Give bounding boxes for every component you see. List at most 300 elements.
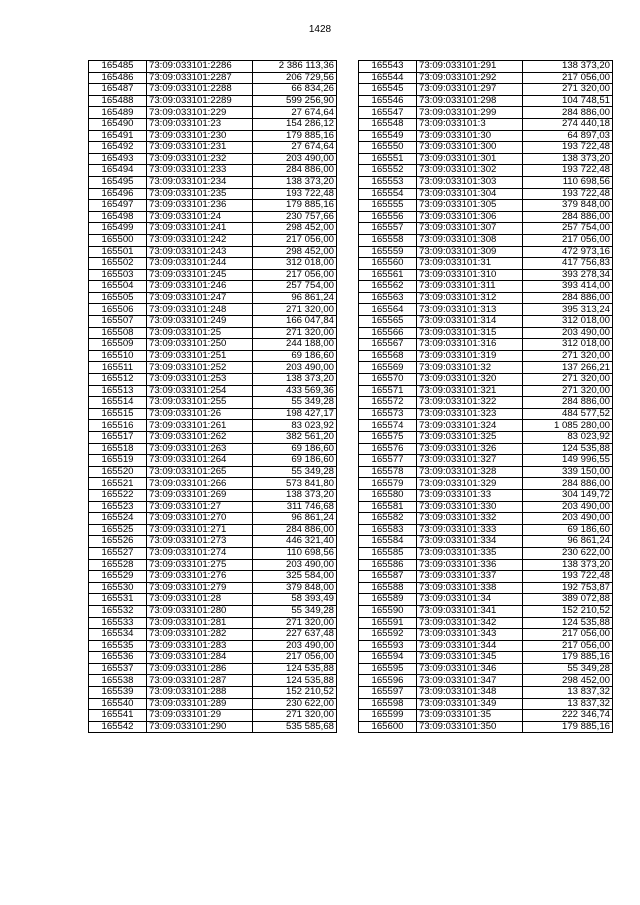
row-number-cell: 165500 xyxy=(89,234,147,246)
table-row xyxy=(359,61,613,73)
cadastral-number-cell: 73:09:033101:326 xyxy=(417,443,523,455)
cadastral-number-cell: 73:09:033101:26 xyxy=(147,408,253,420)
row-number-cell: 165599 xyxy=(359,710,417,722)
row-number-cell: 165537 xyxy=(89,663,147,675)
row-number-cell: 165503 xyxy=(89,269,147,281)
cadastral-number-cell: 73:09:033101:265 xyxy=(147,466,253,478)
row-number-cell: 165573 xyxy=(359,408,417,420)
table-row xyxy=(359,316,613,328)
row-number-cell: 165487 xyxy=(89,84,147,96)
value-cell: 152 210,52 xyxy=(253,687,337,699)
table-row xyxy=(359,524,613,536)
value-cell: 124 535,88 xyxy=(253,675,337,687)
value-cell: 230 622,00 xyxy=(523,547,613,559)
table-row xyxy=(359,281,613,293)
cadastral-number-cell: 73:09:033101:275 xyxy=(147,559,253,571)
value-cell: 69 186,60 xyxy=(253,350,337,362)
value-cell: 152 210,52 xyxy=(523,605,613,617)
cadastral-number-cell: 73:09:033101:333 xyxy=(417,524,523,536)
table-row xyxy=(89,292,337,304)
value-cell: 304 149,72 xyxy=(523,489,613,501)
row-number-cell: 165488 xyxy=(89,95,147,107)
row-number-cell: 165565 xyxy=(359,316,417,328)
row-number-cell: 165559 xyxy=(359,246,417,258)
value-cell: 138 373,20 xyxy=(253,176,337,188)
value-cell: 203 490,00 xyxy=(523,327,613,339)
cadastral-number-cell: 73:09:033101:319 xyxy=(417,350,523,362)
cadastral-number-cell: 73:09:033101:276 xyxy=(147,571,253,583)
table-row xyxy=(359,501,613,513)
cadastral-number-cell: 73:09:033101:341 xyxy=(417,605,523,617)
table-row xyxy=(89,281,337,293)
row-number-cell: 165560 xyxy=(359,258,417,270)
row-number-cell: 165587 xyxy=(359,571,417,583)
row-number-cell: 165499 xyxy=(89,223,147,235)
value-cell: 66 834,26 xyxy=(253,84,337,96)
value-cell: 1 085 280,00 xyxy=(523,420,613,432)
cadastral-number-cell: 73:09:033101:343 xyxy=(417,629,523,641)
value-cell: 312 018,00 xyxy=(523,339,613,351)
table-row xyxy=(89,362,337,374)
value-cell: 217 056,00 xyxy=(523,640,613,652)
cadastral-number-cell: 73:09:033101:32 xyxy=(417,362,523,374)
table-row xyxy=(359,698,613,710)
table-row xyxy=(89,211,337,223)
table-row xyxy=(89,327,337,339)
table-row xyxy=(89,652,337,664)
row-number-cell: 165514 xyxy=(89,397,147,409)
cadastral-number-cell: 73:09:033101:301 xyxy=(417,153,523,165)
table-row xyxy=(359,721,613,733)
row-number-cell: 165548 xyxy=(359,118,417,130)
value-cell: 599 256,90 xyxy=(253,95,337,107)
cadastral-number-cell: 73:09:033101:269 xyxy=(147,489,253,501)
value-cell: 389 072,88 xyxy=(523,594,613,606)
table-row xyxy=(89,466,337,478)
table-row xyxy=(89,130,337,142)
value-cell: 110 698,56 xyxy=(253,547,337,559)
cadastral-number-cell: 73:09:033101:236 xyxy=(147,200,253,212)
value-cell: 484 577,52 xyxy=(523,408,613,420)
table-row xyxy=(359,559,613,571)
value-cell: 27 674,64 xyxy=(253,107,337,119)
table-row xyxy=(359,547,613,559)
row-number-cell: 165497 xyxy=(89,200,147,212)
value-cell: 206 729,56 xyxy=(253,72,337,84)
table-row xyxy=(359,443,613,455)
value-cell: 96 861,24 xyxy=(253,292,337,304)
row-number-cell: 165569 xyxy=(359,362,417,374)
cadastral-number-cell: 73:09:033101:313 xyxy=(417,304,523,316)
row-number-cell: 165542 xyxy=(89,721,147,733)
table-row xyxy=(359,211,613,223)
value-cell: 274 440,18 xyxy=(523,118,613,130)
value-cell: 124 535,88 xyxy=(523,443,613,455)
cadastral-number-cell: 73:09:033101:31 xyxy=(417,258,523,270)
table-row xyxy=(359,153,613,165)
cadastral-number-cell: 73:09:033101:274 xyxy=(147,547,253,559)
table-row xyxy=(89,118,337,130)
table-row xyxy=(89,663,337,675)
cadastral-number-cell: 73:09:033101:311 xyxy=(417,281,523,293)
value-cell: 154 286,12 xyxy=(253,118,337,130)
table-row xyxy=(359,594,613,606)
value-cell: 271 320,00 xyxy=(253,304,337,316)
table-row xyxy=(359,710,613,722)
cadastral-number-cell: 73:09:033101:2286 xyxy=(147,61,253,73)
row-number-cell: 165595 xyxy=(359,663,417,675)
row-number-cell: 165594 xyxy=(359,652,417,664)
cadastral-number-cell: 73:09:033101:325 xyxy=(417,432,523,444)
value-cell: 227 637,48 xyxy=(253,629,337,641)
cadastral-number-cell: 73:09:033101:303 xyxy=(417,176,523,188)
row-number-cell: 165547 xyxy=(359,107,417,119)
table-row xyxy=(89,316,337,328)
value-cell: 193 722,48 xyxy=(523,165,613,177)
row-number-cell: 165558 xyxy=(359,234,417,246)
table-row xyxy=(89,385,337,397)
cadastral-number-cell: 73:09:033101:320 xyxy=(417,374,523,386)
table-row xyxy=(89,605,337,617)
cadastral-number-cell: 73:09:033101:347 xyxy=(417,675,523,687)
table-row xyxy=(359,640,613,652)
value-cell: 298 452,00 xyxy=(253,223,337,235)
value-cell: 203 490,00 xyxy=(523,513,613,525)
row-number-cell: 165519 xyxy=(89,455,147,467)
cadastral-number-cell: 73:09:033101:321 xyxy=(417,385,523,397)
row-number-cell: 165583 xyxy=(359,524,417,536)
table-row xyxy=(359,72,613,84)
row-number-cell: 165509 xyxy=(89,339,147,351)
row-number-cell: 165561 xyxy=(359,269,417,281)
cadastral-number-cell: 73:09:033101:245 xyxy=(147,269,253,281)
row-number-cell: 165498 xyxy=(89,211,147,223)
value-cell: 203 490,00 xyxy=(253,640,337,652)
row-number-cell: 165556 xyxy=(359,211,417,223)
row-number-cell: 165510 xyxy=(89,350,147,362)
value-cell: 69 186,60 xyxy=(253,455,337,467)
row-number-cell: 165566 xyxy=(359,327,417,339)
cadastral-number-cell: 73:09:033101:35 xyxy=(417,710,523,722)
value-cell: 311 746,68 xyxy=(253,501,337,513)
cadastral-number-cell: 73:09:033101:34 xyxy=(417,594,523,606)
value-cell: 104 748,51 xyxy=(523,95,613,107)
value-cell: 325 584,00 xyxy=(253,571,337,583)
cadastral-number-cell: 73:09:033101:25 xyxy=(147,327,253,339)
row-number-cell: 165513 xyxy=(89,385,147,397)
cadastral-number-cell: 73:09:033101:247 xyxy=(147,292,253,304)
row-number-cell: 165531 xyxy=(89,594,147,606)
row-number-cell: 165538 xyxy=(89,675,147,687)
table-row xyxy=(359,605,613,617)
row-number-cell: 165590 xyxy=(359,605,417,617)
table-row xyxy=(359,489,613,501)
cadastral-number-cell: 73:09:033101:266 xyxy=(147,478,253,490)
table-row xyxy=(89,408,337,420)
value-cell: 179 885,16 xyxy=(523,652,613,664)
cadastral-number-cell: 73:09:033101:337 xyxy=(417,571,523,583)
cadastral-number-cell: 73:09:033101:28 xyxy=(147,594,253,606)
table-row xyxy=(89,339,337,351)
cadastral-number-cell: 73:09:033101:229 xyxy=(147,107,253,119)
value-cell: 83 023,92 xyxy=(523,432,613,444)
value-cell: 193 722,48 xyxy=(523,571,613,583)
value-cell: 193 722,48 xyxy=(523,188,613,200)
row-number-cell: 165521 xyxy=(89,478,147,490)
table-row xyxy=(359,455,613,467)
value-cell: 312 018,00 xyxy=(523,316,613,328)
cadastral-number-cell: 73:09:033101:254 xyxy=(147,385,253,397)
table-row xyxy=(89,223,337,235)
cadastral-number-cell: 73:09:033101:261 xyxy=(147,420,253,432)
cadastral-number-cell: 73:09:033101:252 xyxy=(147,362,253,374)
cadastral-number-cell: 73:09:033101:349 xyxy=(417,698,523,710)
row-number-cell: 165495 xyxy=(89,176,147,188)
value-cell: 203 490,00 xyxy=(253,153,337,165)
row-number-cell: 165486 xyxy=(89,72,147,84)
row-number-cell: 165511 xyxy=(89,362,147,374)
table-row xyxy=(89,153,337,165)
row-number-cell: 165578 xyxy=(359,466,417,478)
table-row xyxy=(359,339,613,351)
table-row xyxy=(89,269,337,281)
row-number-cell: 165525 xyxy=(89,524,147,536)
value-cell: 284 886,00 xyxy=(253,524,337,536)
table-row xyxy=(89,107,337,119)
table-row xyxy=(89,455,337,467)
row-number-cell: 165485 xyxy=(89,61,147,73)
value-cell: 96 861,24 xyxy=(523,536,613,548)
table-row xyxy=(89,594,337,606)
value-cell: 193 722,48 xyxy=(253,188,337,200)
cadastral-number-cell: 73:09:033101:230 xyxy=(147,130,253,142)
value-cell: 271 320,00 xyxy=(253,327,337,339)
row-number-cell: 165541 xyxy=(89,710,147,722)
row-number-cell: 165563 xyxy=(359,292,417,304)
value-cell: 271 320,00 xyxy=(523,385,613,397)
value-cell: 446 321,40 xyxy=(253,536,337,548)
row-number-cell: 165577 xyxy=(359,455,417,467)
row-number-cell: 165520 xyxy=(89,466,147,478)
value-cell: 284 886,00 xyxy=(523,107,613,119)
row-number-cell: 165527 xyxy=(89,547,147,559)
table-row xyxy=(89,698,337,710)
row-number-cell: 165596 xyxy=(359,675,417,687)
value-cell: 203 490,00 xyxy=(253,559,337,571)
row-number-cell: 165539 xyxy=(89,687,147,699)
row-number-cell: 165505 xyxy=(89,292,147,304)
row-number-cell: 165544 xyxy=(359,72,417,84)
cadastral-number-cell: 73:09:033101:243 xyxy=(147,246,253,258)
row-number-cell: 165588 xyxy=(359,582,417,594)
table-row xyxy=(89,478,337,490)
value-cell: 13 837,32 xyxy=(523,698,613,710)
cadastral-number-cell: 73:09:033101:289 xyxy=(147,698,253,710)
table-row xyxy=(359,130,613,142)
value-cell: 339 150,00 xyxy=(523,466,613,478)
cadastral-number-cell: 73:09:033101:235 xyxy=(147,188,253,200)
value-cell: 230 757,66 xyxy=(253,211,337,223)
page-number: 1428 xyxy=(308,24,332,35)
table-row xyxy=(89,524,337,536)
row-number-cell: 165530 xyxy=(89,582,147,594)
cadastral-number-cell: 73:09:033101:308 xyxy=(417,234,523,246)
table-row xyxy=(359,95,613,107)
table-row xyxy=(89,582,337,594)
table-row xyxy=(89,675,337,687)
table-row xyxy=(89,687,337,699)
value-cell: 271 320,00 xyxy=(253,710,337,722)
table-row xyxy=(359,176,613,188)
cadastral-number-cell: 73:09:033101:336 xyxy=(417,559,523,571)
table-row xyxy=(89,61,337,73)
table-row xyxy=(89,165,337,177)
row-number-cell: 165579 xyxy=(359,478,417,490)
cadastral-number-cell: 73:09:033101:2288 xyxy=(147,84,253,96)
value-cell: 298 452,00 xyxy=(253,246,337,258)
row-number-cell: 165600 xyxy=(359,721,417,733)
value-cell: 110 698,56 xyxy=(523,176,613,188)
row-number-cell: 165512 xyxy=(89,374,147,386)
cadastral-number-cell: 73:09:033101:334 xyxy=(417,536,523,548)
row-number-cell: 165553 xyxy=(359,176,417,188)
cadastral-number-cell: 73:09:033101:316 xyxy=(417,339,523,351)
value-cell: 96 861,24 xyxy=(253,513,337,525)
row-number-cell: 165522 xyxy=(89,489,147,501)
row-number-cell: 165570 xyxy=(359,374,417,386)
cadastral-number-cell: 73:09:033101:309 xyxy=(417,246,523,258)
value-cell: 535 585,68 xyxy=(253,721,337,733)
row-number-cell: 165506 xyxy=(89,304,147,316)
value-cell: 217 056,00 xyxy=(253,652,337,664)
value-cell: 203 490,00 xyxy=(523,501,613,513)
cadastral-number-cell: 73:09:033101:29 xyxy=(147,710,253,722)
value-cell: 573 841,80 xyxy=(253,478,337,490)
table-row xyxy=(89,721,337,733)
table-row xyxy=(89,559,337,571)
table-row xyxy=(89,176,337,188)
row-number-cell: 165546 xyxy=(359,95,417,107)
cadastral-number-cell: 73:09:033101:248 xyxy=(147,304,253,316)
table-row xyxy=(359,246,613,258)
cadastral-number-cell: 73:09:033101:263 xyxy=(147,443,253,455)
value-cell: 393 414,00 xyxy=(523,281,613,293)
cadastral-number-cell: 73:09:033101:288 xyxy=(147,687,253,699)
table-row xyxy=(89,350,337,362)
table-row xyxy=(359,350,613,362)
cadastral-number-cell: 73:09:033101:253 xyxy=(147,374,253,386)
cadastral-number-cell: 73:09:033101:282 xyxy=(147,629,253,641)
table-row xyxy=(89,84,337,96)
cadastral-number-cell: 73:09:033101:3 xyxy=(417,118,523,130)
row-number-cell: 165555 xyxy=(359,200,417,212)
table-row xyxy=(89,374,337,386)
value-cell: 58 393,49 xyxy=(253,594,337,606)
cadastral-number-cell: 73:09:033101:249 xyxy=(147,316,253,328)
value-cell: 124 535,88 xyxy=(523,617,613,629)
table-row xyxy=(89,489,337,501)
row-number-cell: 165517 xyxy=(89,432,147,444)
row-number-cell: 165536 xyxy=(89,652,147,664)
value-cell: 55 349,28 xyxy=(523,663,613,675)
table-row xyxy=(89,629,337,641)
value-cell: 379 848,00 xyxy=(523,200,613,212)
value-cell: 222 346,74 xyxy=(523,710,613,722)
cadastral-number-cell: 73:09:033101:342 xyxy=(417,617,523,629)
row-number-cell: 165490 xyxy=(89,118,147,130)
row-number-cell: 165575 xyxy=(359,432,417,444)
value-cell: 257 754,00 xyxy=(253,281,337,293)
cadastral-number-cell: 73:09:033101:33 xyxy=(417,489,523,501)
table-row xyxy=(89,501,337,513)
table-row xyxy=(359,165,613,177)
value-cell: 138 373,20 xyxy=(253,489,337,501)
row-number-cell: 165598 xyxy=(359,698,417,710)
table-row xyxy=(89,397,337,409)
row-number-cell: 165572 xyxy=(359,397,417,409)
value-cell: 393 278,34 xyxy=(523,269,613,281)
cadastral-number-cell: 73:09:033101:314 xyxy=(417,316,523,328)
value-cell: 137 266,21 xyxy=(523,362,613,374)
table-row xyxy=(359,142,613,154)
cadastral-number-cell: 73:09:033101:270 xyxy=(147,513,253,525)
table-row xyxy=(359,571,613,583)
table-row xyxy=(89,420,337,432)
value-cell: 166 047,84 xyxy=(253,316,337,328)
cadastral-number-cell: 73:09:033101:232 xyxy=(147,153,253,165)
row-number-cell: 165580 xyxy=(359,489,417,501)
value-cell: 179 885,16 xyxy=(523,721,613,733)
table-row xyxy=(359,582,613,594)
table-row xyxy=(359,617,613,629)
row-number-cell: 165593 xyxy=(359,640,417,652)
value-cell: 198 427,17 xyxy=(253,408,337,420)
table-row xyxy=(359,304,613,316)
cadastral-number-cell: 73:09:033101:345 xyxy=(417,652,523,664)
row-number-cell: 165576 xyxy=(359,443,417,455)
table-row xyxy=(359,408,613,420)
row-number-cell: 165562 xyxy=(359,281,417,293)
table-row xyxy=(359,234,613,246)
table-row xyxy=(359,466,613,478)
table-row xyxy=(359,188,613,200)
cadastral-number-cell: 73:09:033101:24 xyxy=(147,211,253,223)
table-row xyxy=(89,72,337,84)
value-cell: 55 349,28 xyxy=(253,397,337,409)
row-number-cell: 165523 xyxy=(89,501,147,513)
row-number-cell: 165552 xyxy=(359,165,417,177)
table-row xyxy=(359,687,613,699)
value-cell: 179 885,16 xyxy=(253,130,337,142)
row-number-cell: 165528 xyxy=(89,559,147,571)
value-cell: 395 313,24 xyxy=(523,304,613,316)
value-cell: 298 452,00 xyxy=(523,675,613,687)
data-table-left xyxy=(88,60,337,733)
table-row xyxy=(359,478,613,490)
cadastral-number-cell: 73:09:033101:23 xyxy=(147,118,253,130)
row-number-cell: 165534 xyxy=(89,629,147,641)
cadastral-number-cell: 73:09:033101:304 xyxy=(417,188,523,200)
table-row xyxy=(359,385,613,397)
row-number-cell: 165567 xyxy=(359,339,417,351)
table-row xyxy=(359,675,613,687)
row-number-cell: 165489 xyxy=(89,107,147,119)
row-number-cell: 165532 xyxy=(89,605,147,617)
row-number-cell: 165584 xyxy=(359,536,417,548)
cadastral-number-cell: 73:09:033101:315 xyxy=(417,327,523,339)
cadastral-number-cell: 73:09:033101:242 xyxy=(147,234,253,246)
row-number-cell: 165591 xyxy=(359,617,417,629)
